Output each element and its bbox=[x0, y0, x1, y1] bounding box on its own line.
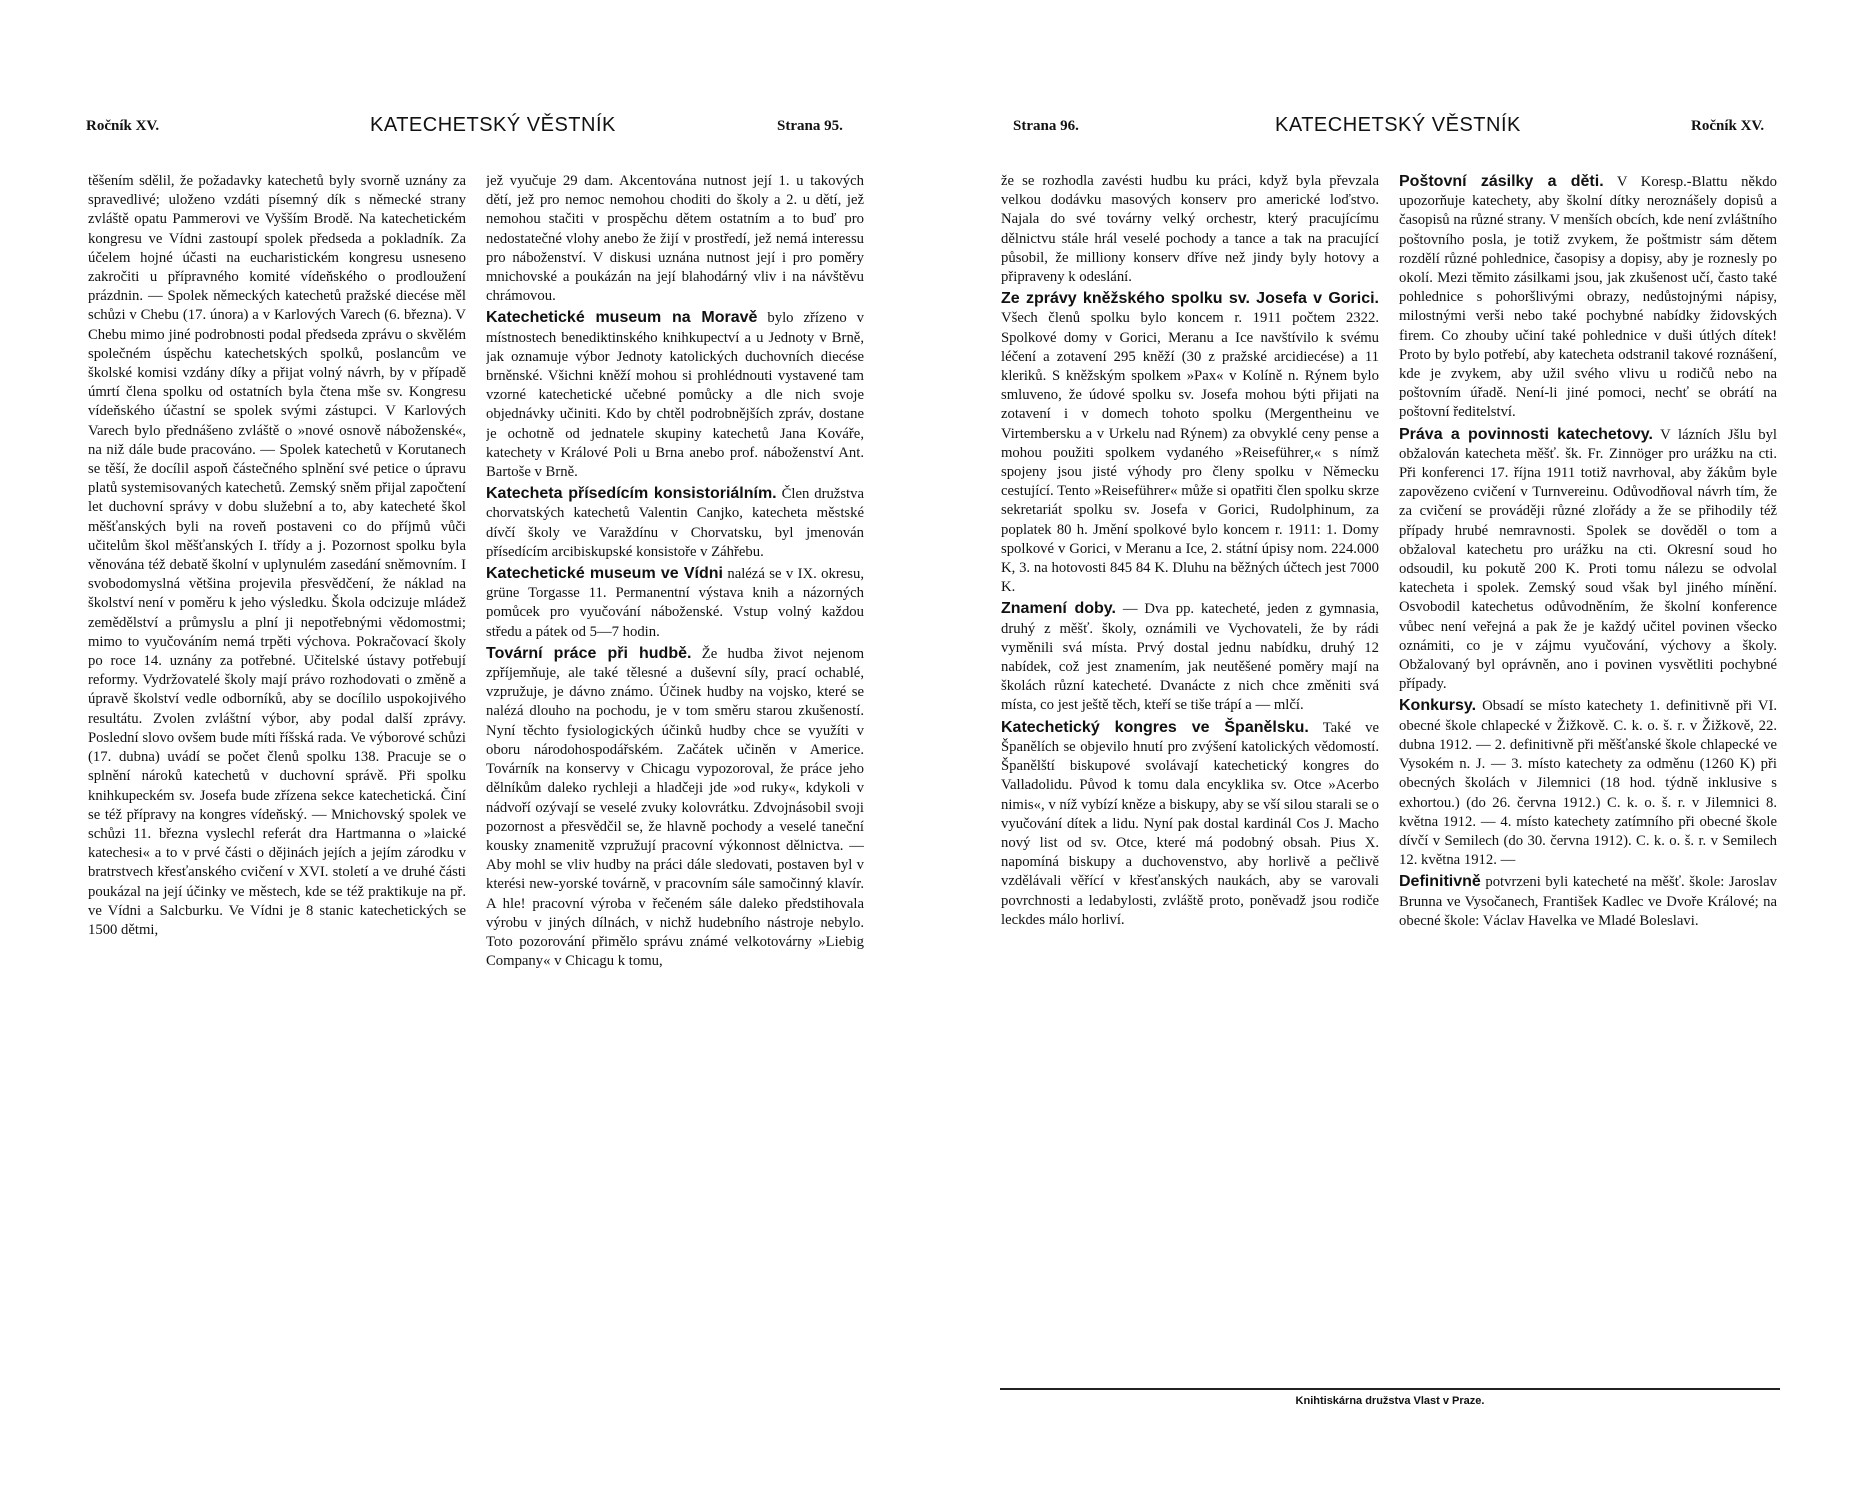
article-heading: Ze zprávy kněžského spolku sv. Josefa v Gorici. bbox=[1001, 290, 1379, 308]
header-page-number: Strana 96. bbox=[1013, 118, 1079, 134]
left-page-column-2 bbox=[486, 172, 864, 1412]
article bbox=[486, 484, 864, 562]
article-heading: Konkursy. bbox=[1399, 697, 1477, 715]
article bbox=[486, 564, 864, 642]
article bbox=[1399, 425, 1777, 695]
article-heading: Tovární práce při hudbě. bbox=[486, 644, 692, 662]
article-text: Obsadí se místo katechety 1. definitivně při VI. obecné škole chlapecké v Žižkově. C. k. o. š. r. v Žižkově, 22. dubna 1912. — 2. definitivně při měšťanské škole chlapecké ve Vysokém n. J. — 3. místo katechety za odměnu (1260 K) při obecných školách v Jilemnici (18 hod. týdně inklusive s exhortou.) (do 26. června 1912.) C. k. o. š. r. v Jilemnici 8. května 1912. — 4. místo katechety zatímního při obecné škole dívčí v Semilech (do 30. června 1912). C. k. o. š. r. v Semilech 12. května 1912. — bbox=[1399, 698, 1777, 869]
footer-rule bbox=[1000, 1388, 1780, 1390]
article-heading: Katechetické museum ve Vídni bbox=[486, 565, 723, 583]
article bbox=[1399, 172, 1777, 423]
article bbox=[1001, 718, 1379, 930]
article bbox=[486, 644, 864, 971]
right-page-column-1 bbox=[1001, 172, 1379, 1412]
article-text: V Koresp.-Blattu někdo upozorňuje katechety, aby školní dítky neroznášely dopisů a časopisů na různé strany. V menších obcích, kde není zvláštního poštovního posla, je totiž zvykem, že poštmistr sám dětem rozdělí různé pohlednice, časopisy a dopisy, aby je roznesly po okolí. Mezi těmito zásilkami jsou, jak zkušenost učí, často také pohlednice s pohoršlivými obrazy, nedůstojnými nápisy, milostnými verši nebo také pochybné nabídky židovských firem. Co zhouby učiní také pohlednice v duši útlých dítek! Proto by bylo potřebí, aby katecheta odstranil takové roznášení, kde je zvykem, aby užil svého vlivu u rodičů nebo na poštovním úřadě. Není-li jiné pomoci, nechť se obrátí na poštovní ředitelství. bbox=[1399, 174, 1777, 421]
header-volume: Ročník XV. bbox=[1691, 118, 1765, 134]
article-text: Také ve Španělích se objevilo hnutí pro zvýšení katolických vědomostí. Španělští biskupové svolávají katechetický kongres do Valladolidu. Původ k tomu dala encyklika sv. Otce »Acerbo nimis«, v níž vybízí kněze a biskupy, aby se vší silou starali se o vyučování dítek a lidu. Nyní pak dostal kardinál Cos J. Macho nový list od sv. Otce, které má podobný obsah. Pius X. napomíná biskupy a duchovenstvo, aby horlivě a pečlivě vzdělávali věřící v křesťanských naukách, aby se varovali povrchnosti a ledabylosti, zvláště proto, poněvadž jsou rodiče leckdes málo horliví. bbox=[1001, 719, 1379, 928]
article-text: že se rozhodla zavésti hudbu ku práci, když byla převzala velkou dodávku masových konserv pro americké loďstvo. Najala do své továrny velký orchestr, který pracujícímu dělnictvu stále hrál veselé pochody a tance a tak na pracující působil, že milliony konserv dříve než jindy byly hotovy a připraveny k odeslání. bbox=[1001, 173, 1379, 286]
article-heading: Katechetické museum na Moravě bbox=[486, 309, 758, 327]
paragraph bbox=[1001, 172, 1379, 287]
header-title: KATECHETSKÝ VĚSTNÍK bbox=[1275, 114, 1521, 136]
left-page-column-1 bbox=[88, 172, 466, 1412]
article-text: jež vyučuje 29 dam. Akcentována nutnost její 1. u takových dětí, jež pro nemoc nemohou choditi do školy a 2. u dětí, jež nemohou stačiti v prospěchu dětem ostatním a to buď pro nedostatečné vlohy anebo že žijí v prostředí, jež nemá interessu pro náboženství. V diskusi uznána nutnost její i pro poměry mnichovské a poukázán na její blahodárný vliv i na návštěvu chrámovou. bbox=[486, 173, 864, 305]
right-page-column-2 bbox=[1399, 172, 1777, 1412]
article bbox=[1399, 872, 1777, 931]
article-text: Člen družstva chorvatských katechetů Valentin Canjko, katecheta městské dívčí školy ve Varaždínu v Chorvatsku, byl jmenován přísedícím arcibiskupské konsistoře v Záhřebu. bbox=[486, 486, 864, 560]
article-text: potvrzeni byli katecheté na měšť. škole: Jaroslav Brunna ve Vysočanech, František Kadlec ve Dvoře Králové; na obecné škole: Václav Havelka ve Mladé Boleslavi. bbox=[1399, 874, 1777, 929]
article-heading: Katechetický kongres ve Španělsku. bbox=[1001, 718, 1309, 736]
article-heading: Definitivně bbox=[1399, 873, 1481, 891]
article bbox=[1399, 696, 1777, 870]
paragraph bbox=[486, 172, 864, 306]
article-heading: Poštovní zásilky a děti. bbox=[1399, 173, 1604, 190]
article-text: Všech členů spolku bylo koncem r. 1911 počtem 2322. Spolkové domy v Gorici, Meranu a Ice navštívilo k svému léčení a zotavení 295 kněží (30 z pražské arcidiecése) a 11 kleriků. S kněžským spolkem »Pax« v Kolíně n. Rýnem bylo smluveno, že údové spolku sv. Josefa mohou býti přijati na zotavení i v domech tohoto spolku (Mergentheinu ve Virtembersku a v Urkelu nad Rýnem) za obvyklé ceny pense a mohou použiti spolkem vydaného »Reiseführer,« s nímž spojeny jsou jisté výhody pro členy spolku v Německu cestující. Tento »Reiseführer« může si opatřiti člen spolku skrze sekretariát spolku sv. Josefa v Gorici, Rudolphinum, za poplatek 80 h. Jmění spolkové bylo koncem r. 1911: 1. Domy spolkové v Gorici, v Meranu a Ice, 2. státní úpisy nom. 224.000 K, 3. na hotovosti 845 84 K. Dluhu na běžných účtech jest 7000 K. bbox=[1001, 310, 1379, 596]
header-volume: Ročník XV. bbox=[86, 118, 160, 134]
article-text: Že hudba život nejenom zpříjemňuje, ale také tělesné a duševní síly, prací ochablé, vzpružuje, je dávno známo. Účinek hudby na vojsko, které se nalézá dlouho na pochodu, je v tom směru starou zkušeností. Nyní těchto fysiologických účinků hudby chce se využíti v oboru národohospodářském. Začátek učiněn v Americe. Továrník na konservy v Chicagu vypozoroval, že práce jeho dělníkům daleko rychleji a hladčeji jde »od ruky«, kdykoli v nádvoří ozývají se veselé zvuky kolovrátku. Zdvojnásobil svoji pozornost a přesvědčil se, že hlavně pochody a veselé taneční kousky znamenitě vzpružují pracovní výkonnost dělnictva. — Aby mohl se vliv hudby na práci dále sledovati, postaven byl v kterési new-yorské továrně, v pracovním sále samočinný klavír. A hle! pracovní výroba v řečeném sále daleko předstihovala výrobu v jiných dílnách, v nichž hudebního nástroje nebylo. Toto pozorování přimělo správu známé velkotovárny »Liebig Company« v Chicagu k tomu, bbox=[486, 645, 864, 970]
article bbox=[486, 308, 864, 482]
article-text: bylo zřízeno v místnostech benediktinského knihkupectví a u Jednoty v Brně, jak oznamuje výbor Jednoty katolických duchovních diecése brněnské. Všichni kněží mohou si prohlédnouti vystavené tam vzorné katechetické učebné pomůcky a dle nich svoje objednávky učiniti. Kdo by chtěl podrobnějších zpráv, dostane je ochotně od jednatele skupiny katechetů Jana Kováře, katechety v Králové Poli u Brna anebo prof. náboženství Ant. Bartoše v Brně. bbox=[486, 310, 864, 481]
article-heading: Katecheta přísedícím konsistoriálním. bbox=[486, 485, 777, 503]
article-text: V lázních Jšlu byl obžalován katecheta měšť. šk. Fr. Zinnöger pro urážku na cti. Při konferenci 17. října 1911 totiž navrhoval, aby žákům byle zapovězeno cvičení v Turnvereinu. Odůvodňoval návrh tím, že za cvičení se prováději různé zlořády a že se přihodily též případy hrubé nemravnosti. Spolek se dověděl o tom a obžaloval katechetu pro urážku na cti. Okresní soud ho odsoudil, ku pokutě 200 K. Proti tomu nálezu se odvolal katecheta i spolek. Zemský soud však byl jiného mínění. Osvobodil katechetus odůvodněním, že školní konference vůbec není veřejná a pak že je každý učitel povinen všecko oznámiti, co je v zájmu vyučování, výchovy a školy. Obžalovaný byl oprávněn, ano i povinen vysvětliti pochybné případy. bbox=[1399, 426, 1777, 693]
article bbox=[1001, 289, 1379, 597]
header-title: KATECHETSKÝ VĚSTNÍK bbox=[370, 114, 616, 136]
right-page bbox=[929, 0, 1858, 1501]
article-text: nalézá se v IX. okresu, grüne Torgasse 11. Permanentní výstava knih a názorných pomůcek pro vyučování náboženské. Vstup volný každou středu a pátek od 5—7 hodin. bbox=[486, 566, 864, 640]
header-page-number: Strana 95. bbox=[777, 118, 843, 134]
article-text: — Dva pp. katecheté, jeden z gymnasia, druhý z měšť. školy, oznámili ve Vychovateli, že by rádi vyměnili svá místa. Prvý dostal jednu nabídku, druhý 12 nabídek, což jest znamením, jak neutěšené poměry mají na školách různí katecheté. Dvanácte z nich chce změniti svá místa, co jest ještě těch, kteří se tiše trápí a — mlčí. bbox=[1001, 601, 1379, 714]
paragraph: těšením sdělil, že požadavky katechetů byly svorně uznány za spravedlivé; uloženo vzdáti písemný dík s německé strany zvláště opatu Pammerovi ve Vyšším Brodě. Na katechetickém kongresu ve Vídni zastoupí spolek předseda a pokladník. Za účelem hojné účasti na eucharistickém kongresu usneseno zakročiti u přípravného komité vídeňského o prodloužení prázdnin. — Spolek německých katechetů pražské diecése měl schůzi v Chebu (17. února) a v Karlových Varech (6. března). V Chebu mimo jiné podrobnosti podal předseda zprávu o skvělém společném úspěchu katechetských spolků, poslancům ve školské komisi vzdány díky a přijat volný návrh, by v případě úmrtí člena spolku od ostatních byla čtena mše sv. Kongresu vídeňského účastní se spolek svými zástupci. V Karlových Varech bylo přednášeno zvláště o »nové osnově náboženské«, na niž dále bude pracováno. — Spolek katechetů v Korutanech se těší, že docílil aspoň částečného splnění své petice o úpravu platů systemisovaných katechetů. Zemský sněm přijal započtení let duchovní správy v dobu služební a to, aby katecheté škol měšťanských byli na roveň postaveni co do příjmů vůči učitelům škol měšťanských I. třídy a j. Pozornost spolku byla věnována též debatě školní v uplynulém zasedání sněmovním. I svobodomyslná většina projevila přesvědčení, že náklad na školství není v poměru k jeho výsledku. Škola odcizuje mládež zemědělství a průmyslu a plní ji nepotřebnými vědomostmi; mimo to vyučováním nemá trpěti výchova. Pokračovací školy po roce 14. uznány za potřebné. Učitelské ústavy potřebují reformy. Vydržovatelé školy mají právo rozhodovati o změně a úpravě školství vedle odborníků, aby se docílilo uspokojivého resultátu. Zvolen zvláštní výbor, aby podal další zprávy. Poslední slovo ovšem bude míti říšská rada. Ve výborové schůzi (17. dubna) uvádí se počet členů spolku 138. Pracuje se o splnění nároků katechetů v duchovní správě. Při spolku knihkupeckém sv. Josefa bude zřízena sekce katechetická. Činí se též přípravy na kongres vídeňský. — Mnichovský spolek ve schůzi 11. března vyslechl referát dra Hartmanna o »laické katechesi« a to v prvé části o dějinách jejích a jejím zárodku v bratrstvech křesťanského cvičení v XVI. století a ve druhé části poukázal na její účinky ve městech, kde se též praktikuje na př. ve Vídni a Salcburku. Ve Vídni je 8 stanic katechetických se 1500 dětmi, bbox=[88, 173, 466, 938]
article-heading: Znamení doby. bbox=[1001, 600, 1116, 618]
article bbox=[1001, 599, 1379, 715]
article-heading: Práva a povinnosti katechetovy. bbox=[1399, 425, 1653, 443]
printer-imprint: Knihtiskárna družstva Vlast v Praze. bbox=[1295, 1395, 1485, 1407]
